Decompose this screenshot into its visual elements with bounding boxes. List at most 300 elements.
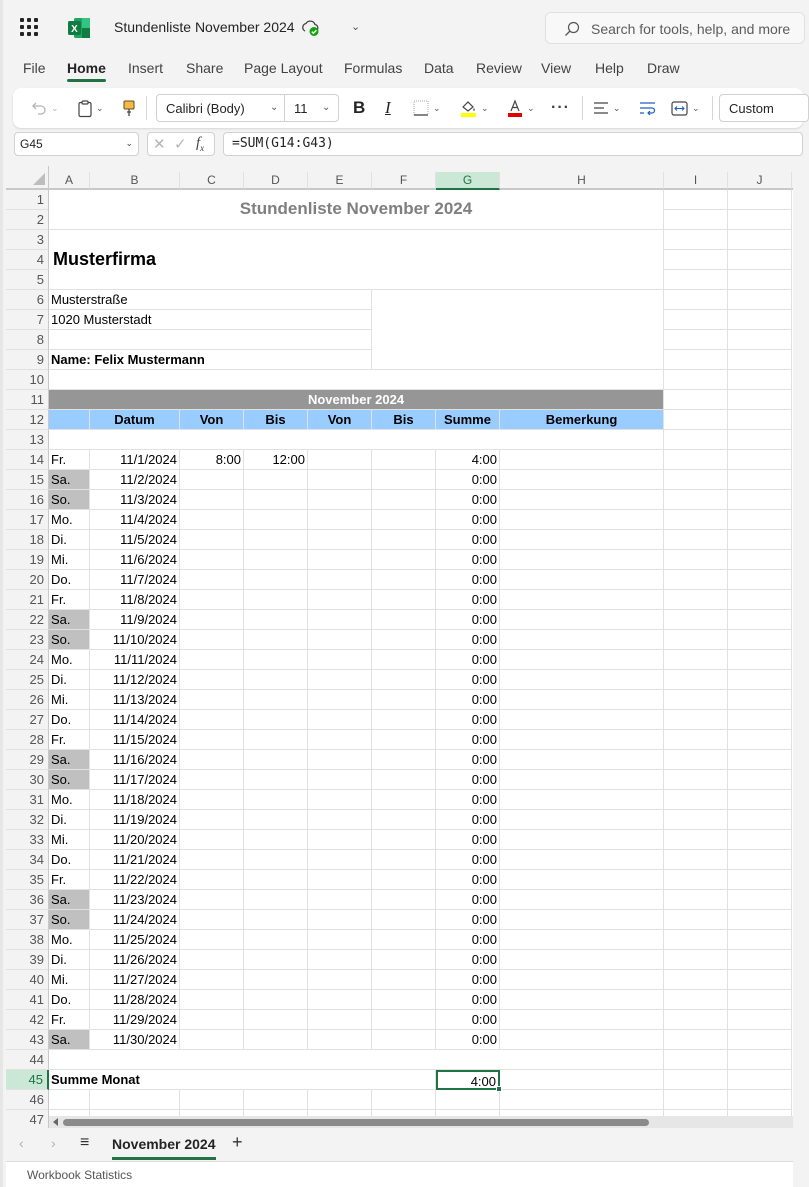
summe-cell[interactable]: 0:00 [436,930,500,950]
header-bis-2[interactable]: Bis [372,410,436,430]
bis-cell[interactable] [244,850,308,870]
bis-2-cell[interactable] [372,450,436,470]
cell-empty[interactable] [728,630,792,650]
cell-empty[interactable] [728,650,792,670]
cell-empty[interactable] [728,390,792,410]
cell-empty[interactable] [728,790,792,810]
summe-cell[interactable]: 0:00 [436,830,500,850]
bis-2-cell[interactable] [372,990,436,1010]
bis-2-cell[interactable] [372,870,436,890]
row-header[interactable]: 42 [6,1010,49,1030]
cell-empty[interactable] [728,370,792,390]
bemerkung-cell[interactable] [500,490,664,510]
von-2-cell[interactable] [308,890,372,910]
cell-empty[interactable] [728,730,792,750]
summe-cell[interactable]: 0:00 [436,490,500,510]
column-header-i[interactable]: I [664,172,728,190]
summe-cell[interactable]: 0:00 [436,870,500,890]
workbook-statistics-button[interactable]: Workbook Statistics [27,1168,133,1182]
date-cell[interactable]: 11/26/2024 [90,950,180,970]
row-header[interactable]: 3 [6,230,49,250]
paste-button[interactable] [78,88,104,128]
day-cell[interactable]: Fr. [49,590,90,610]
tab-data[interactable]: Data [424,60,454,76]
bis-cell[interactable] [244,990,308,1010]
summe-cell[interactable]: 0:00 [436,710,500,730]
von-2-cell[interactable] [308,1030,372,1050]
row-header[interactable]: 27 [6,710,49,730]
column-header-h[interactable]: H [500,172,664,190]
von-cell[interactable] [180,790,244,810]
date-cell[interactable]: 11/17/2024 [90,770,180,790]
bis-2-cell[interactable] [372,490,436,510]
von-cell[interactable] [180,1030,244,1050]
column-header-a[interactable]: A [49,172,90,190]
summe-cell[interactable]: 0:00 [436,850,500,870]
row-header[interactable]: 47 [6,1110,49,1130]
date-cell[interactable]: 11/7/2024 [90,570,180,590]
row-header[interactable]: 40 [6,970,49,990]
von-2-cell[interactable] [308,930,372,950]
date-cell[interactable]: 11/15/2024 [90,730,180,750]
summe-cell[interactable]: 0:00 [436,770,500,790]
cell-empty[interactable] [664,550,728,570]
day-cell[interactable]: Mo. [49,510,90,530]
summe-cell[interactable]: 0:00 [436,590,500,610]
row-header[interactable]: 38 [6,930,49,950]
undo-button[interactable] [31,88,59,128]
bemerkung-cell[interactable] [500,930,664,950]
cell-empty[interactable] [664,310,728,330]
cell-empty[interactable] [728,1050,792,1070]
wrap-text-button[interactable] [639,88,656,128]
cell-empty[interactable] [664,690,728,710]
document-title[interactable]: Stundenliste November 2024 [114,19,295,35]
font-size-value[interactable]: 11 [294,101,308,116]
day-cell[interactable]: Sa. [49,890,90,910]
bis-cell[interactable] [244,650,308,670]
cell-empty[interactable] [664,670,728,690]
fill-color-button[interactable] [460,88,489,128]
cell-empty[interactable] [728,850,792,870]
date-cell[interactable]: 11/24/2024 [90,910,180,930]
cancel-formula-icon[interactable]: ✕ [153,136,166,153]
summe-cell[interactable]: 0:00 [436,1010,500,1030]
row-header[interactable]: 45 [6,1070,49,1090]
bis-cell[interactable] [244,870,308,890]
bis-cell[interactable] [244,970,308,990]
cell-empty[interactable] [49,1090,90,1110]
date-cell[interactable]: 11/3/2024 [90,490,180,510]
summe-cell[interactable]: 0:00 [436,970,500,990]
von-2-cell[interactable] [308,730,372,750]
von-2-cell[interactable] [308,510,372,530]
cell-empty[interactable] [728,490,792,510]
von-2-cell[interactable] [308,990,372,1010]
city-cell[interactable]: 1020 Musterstadt [49,310,372,330]
von-cell[interactable]: 8:00 [180,450,244,470]
bis-2-cell[interactable] [372,730,436,750]
bemerkung-cell[interactable] [500,850,664,870]
date-cell[interactable]: 11/27/2024 [90,970,180,990]
bis-2-cell[interactable] [372,790,436,810]
column-header-f[interactable]: F [372,172,436,190]
cell-empty[interactable] [664,750,728,770]
bis-2-cell[interactable] [372,690,436,710]
bis-cell[interactable] [244,670,308,690]
cell-empty[interactable] [728,190,792,210]
date-cell[interactable]: 11/22/2024 [90,870,180,890]
row-header[interactable]: 4 [6,250,49,270]
cell-empty[interactable] [728,570,792,590]
bis-cell[interactable] [244,610,308,630]
day-cell[interactable]: Di. [49,950,90,970]
day-cell[interactable]: Sa. [49,470,90,490]
day-cell[interactable]: Di. [49,530,90,550]
row-header[interactable]: 33 [6,830,49,850]
von-2-cell[interactable] [308,850,372,870]
cell-empty[interactable] [728,510,792,530]
row-header[interactable]: 20 [6,570,49,590]
tab-draw[interactable]: Draw [647,60,680,76]
von-2-cell[interactable] [308,650,372,670]
header-summe[interactable]: Summe [436,410,500,430]
bis-cell[interactable]: 12:00 [244,450,308,470]
day-cell[interactable]: Mo. [49,790,90,810]
bis-2-cell[interactable] [372,550,436,570]
bis-2-cell[interactable] [372,930,436,950]
row-header[interactable]: 18 [6,530,49,550]
cell-empty[interactable] [664,1090,728,1110]
von-cell[interactable] [180,930,244,950]
header-von[interactable]: Von [180,410,244,430]
bemerkung-cell[interactable] [500,1010,664,1030]
cell-empty[interactable] [728,1090,792,1110]
cell-empty[interactable] [728,610,792,630]
cell-empty[interactable] [664,830,728,850]
von-cell[interactable] [180,670,244,690]
font-color-button[interactable] [507,88,535,128]
date-cell[interactable]: 11/23/2024 [90,890,180,910]
von-2-cell[interactable] [308,670,372,690]
row-header[interactable]: 1 [6,190,49,210]
cell-empty[interactable] [728,1030,792,1050]
von-2-cell[interactable] [308,450,372,470]
summe-cell[interactable]: 0:00 [436,990,500,1010]
row-header[interactable]: 7 [6,310,49,330]
summe-cell[interactable]: 0:00 [436,570,500,590]
cell-empty[interactable] [728,230,792,250]
day-cell[interactable]: Mi. [49,830,90,850]
von-2-cell[interactable] [308,690,372,710]
row-header[interactable]: 13 [6,430,49,450]
day-cell[interactable]: Sa. [49,610,90,630]
horizontal-scrollbar[interactable] [49,1116,793,1128]
header-cell[interactable] [49,410,90,430]
format-painter-button[interactable] [123,88,135,128]
cell-empty[interactable] [664,610,728,630]
cell-empty[interactable] [664,470,728,490]
bis-cell[interactable] [244,910,308,930]
von-cell[interactable] [180,810,244,830]
bis-cell[interactable] [244,1010,308,1030]
row-header[interactable]: 21 [6,590,49,610]
cell-empty[interactable] [244,1090,308,1110]
cell-empty[interactable] [728,410,792,430]
cell-empty[interactable] [664,410,728,430]
borders-button[interactable] [413,88,441,128]
cell-empty[interactable] [728,750,792,770]
cell-empty[interactable] [728,770,792,790]
bis-2-cell[interactable] [372,890,436,910]
bemerkung-cell[interactable] [500,590,664,610]
cell-empty[interactable] [664,210,728,230]
cell-empty[interactable] [728,310,792,330]
bis-2-cell[interactable] [372,650,436,670]
bemerkung-cell[interactable] [500,890,664,910]
row-header[interactable]: 10 [6,370,49,390]
day-cell[interactable]: Mi. [49,970,90,990]
day-cell[interactable]: Sa. [49,1030,90,1050]
summe-cell[interactable]: 0:00 [436,910,500,930]
prev-sheet-icon[interactable]: ‹ [19,1135,24,1151]
cell-empty[interactable] [664,370,728,390]
day-cell[interactable]: So. [49,630,90,650]
date-cell[interactable]: 11/5/2024 [90,530,180,550]
row-header[interactable]: 34 [6,850,49,870]
cell-empty[interactable] [728,910,792,930]
total-label[interactable]: Summe Monat [49,1070,436,1090]
cell-empty[interactable] [664,770,728,790]
cell-empty[interactable] [728,830,792,850]
add-sheet-icon[interactable]: + [232,1132,243,1152]
date-cell[interactable]: 11/18/2024 [90,790,180,810]
bemerkung-cell[interactable] [500,550,664,570]
bis-cell[interactable] [244,590,308,610]
header-von-2[interactable]: Von [308,410,372,430]
summe-cell[interactable]: 0:00 [436,630,500,650]
bis-cell[interactable] [244,690,308,710]
bis-cell[interactable] [244,470,308,490]
von-cell[interactable] [180,890,244,910]
cell-empty[interactable] [728,970,792,990]
day-cell[interactable]: Do. [49,990,90,1010]
von-2-cell[interactable] [308,490,372,510]
more-options-button[interactable] [551,88,570,128]
bis-cell[interactable] [244,950,308,970]
row-header[interactable]: 29 [6,750,49,770]
bemerkung-cell[interactable] [500,770,664,790]
date-cell[interactable]: 11/13/2024 [90,690,180,710]
von-cell[interactable] [180,690,244,710]
day-cell[interactable]: Do. [49,710,90,730]
bis-2-cell[interactable] [372,710,436,730]
bemerkung-cell[interactable] [500,630,664,650]
cell-empty[interactable] [664,430,728,450]
row-header[interactable]: 24 [6,650,49,670]
von-2-cell[interactable] [308,970,372,990]
cell-empty[interactable] [664,390,728,410]
bemerkung-cell[interactable] [500,790,664,810]
von-cell[interactable] [180,470,244,490]
column-header-d[interactable]: D [244,172,308,190]
cell-empty[interactable] [728,690,792,710]
von-2-cell[interactable] [308,1010,372,1030]
day-cell[interactable]: Do. [49,850,90,870]
column-header-g[interactable]: G [436,172,500,190]
day-cell[interactable]: So. [49,910,90,930]
date-cell[interactable]: 11/28/2024 [90,990,180,1010]
bemerkung-cell[interactable] [500,950,664,970]
summe-cell[interactable]: 0:00 [436,470,500,490]
bis-2-cell[interactable] [372,770,436,790]
cell-empty[interactable] [664,910,728,930]
cell-empty[interactable] [728,210,792,230]
von-cell[interactable] [180,510,244,530]
bemerkung-cell[interactable] [500,470,664,490]
bis-cell[interactable] [244,930,308,950]
summe-cell[interactable]: 0:00 [436,890,500,910]
date-cell[interactable]: 11/4/2024 [90,510,180,530]
cell-empty[interactable] [728,670,792,690]
bis-2-cell[interactable] [372,850,436,870]
cell-empty[interactable] [664,950,728,970]
date-cell[interactable]: 11/30/2024 [90,1030,180,1050]
row-header[interactable]: 9 [6,350,49,370]
all-sheets-menu-icon[interactable]: ≡ [80,1134,90,1151]
date-cell[interactable]: 11/9/2024 [90,610,180,630]
day-cell[interactable]: Fr. [49,1010,90,1030]
summe-cell[interactable]: 0:00 [436,610,500,630]
date-cell[interactable]: 11/25/2024 [90,930,180,950]
von-cell[interactable] [180,990,244,1010]
bis-2-cell[interactable] [372,670,436,690]
summe-cell[interactable]: 0:00 [436,810,500,830]
cell-empty[interactable] [49,1050,664,1070]
cell-empty[interactable] [664,570,728,590]
row-header[interactable]: 46 [6,1090,49,1110]
von-2-cell[interactable] [308,610,372,630]
cell-empty[interactable] [664,710,728,730]
von-2-cell[interactable] [308,790,372,810]
cell-empty[interactable] [372,290,664,370]
bis-2-cell[interactable] [372,470,436,490]
bis-2-cell[interactable] [372,970,436,990]
tab-view[interactable]: View [541,60,572,76]
employee-name-cell[interactable]: Name: Felix Mustermann [49,350,372,370]
von-cell[interactable] [180,850,244,870]
cell-empty[interactable] [664,330,728,350]
row-header[interactable]: 12 [6,410,49,430]
tab-formulas[interactable]: Formulas [344,60,403,76]
cell-empty[interactable] [664,250,728,270]
cell-empty[interactable] [728,530,792,550]
row-header[interactable]: 37 [6,910,49,930]
bis-2-cell[interactable] [372,1030,436,1050]
day-cell[interactable]: Fr. [49,870,90,890]
von-cell[interactable] [180,530,244,550]
von-2-cell[interactable] [308,570,372,590]
bemerkung-cell[interactable] [500,650,664,670]
von-2-cell[interactable] [308,750,372,770]
cell-empty[interactable] [728,450,792,470]
header-datum[interactable]: Datum [90,410,180,430]
cell-empty[interactable] [728,950,792,970]
cell-empty[interactable] [728,250,792,270]
header-bis[interactable]: Bis [244,410,308,430]
cell-empty[interactable] [728,590,792,610]
bemerkung-cell[interactable] [500,510,664,530]
cell-empty[interactable] [728,710,792,730]
bis-2-cell[interactable] [372,530,436,550]
summe-cell[interactable]: 0:00 [436,1030,500,1050]
cell-empty[interactable] [500,1090,664,1110]
row-header[interactable]: 14 [6,450,49,470]
bis-2-cell[interactable] [372,750,436,770]
row-header[interactable]: 36 [6,890,49,910]
von-cell[interactable] [180,570,244,590]
row-header[interactable]: 8 [6,330,49,350]
cell-empty[interactable] [664,810,728,830]
cell-empty[interactable] [664,1030,728,1050]
cell-empty[interactable] [49,430,664,450]
bemerkung-cell[interactable] [500,710,664,730]
cloud-saved-icon[interactable] [301,19,321,37]
cell-empty[interactable] [664,1050,728,1070]
cell-empty[interactable] [664,990,728,1010]
cell-empty[interactable] [308,1090,372,1110]
von-cell[interactable] [180,550,244,570]
summe-cell[interactable]: 0:00 [436,510,500,530]
merge-button[interactable] [671,88,700,128]
cell-empty[interactable] [664,590,728,610]
cell-empty[interactable] [664,530,728,550]
day-cell[interactable]: Mo. [49,930,90,950]
row-header[interactable]: 2 [6,210,49,230]
bis-2-cell[interactable] [372,510,436,530]
fill-handle[interactable] [496,1086,502,1092]
von-2-cell[interactable] [308,710,372,730]
von-2-cell[interactable] [308,910,372,930]
row-header[interactable]: 31 [6,790,49,810]
von-cell[interactable] [180,590,244,610]
column-header-b[interactable]: B [90,172,180,190]
cell-empty[interactable] [728,550,792,570]
von-cell[interactable] [180,610,244,630]
date-cell[interactable]: 11/11/2024 [90,650,180,670]
row-header[interactable]: 35 [6,870,49,890]
bis-2-cell[interactable] [372,910,436,930]
cell-empty[interactable] [728,470,792,490]
bis-cell[interactable] [244,510,308,530]
street-cell[interactable]: Musterstraße [49,290,372,310]
bis-2-cell[interactable] [372,1010,436,1030]
von-cell[interactable] [180,870,244,890]
cell-empty[interactable] [728,290,792,310]
day-cell[interactable]: Sa. [49,750,90,770]
row-header[interactable]: 15 [6,470,49,490]
day-cell[interactable]: Mi. [49,550,90,570]
day-cell[interactable]: So. [49,490,90,510]
cell-empty[interactable] [728,330,792,350]
column-header-e[interactable]: E [308,172,372,190]
cell-empty[interactable] [49,370,664,390]
bis-cell[interactable] [244,490,308,510]
day-cell[interactable]: Mo. [49,650,90,670]
row-header[interactable]: 22 [6,610,49,630]
von-cell[interactable] [180,650,244,670]
scroll-left-icon[interactable] [53,1118,58,1126]
